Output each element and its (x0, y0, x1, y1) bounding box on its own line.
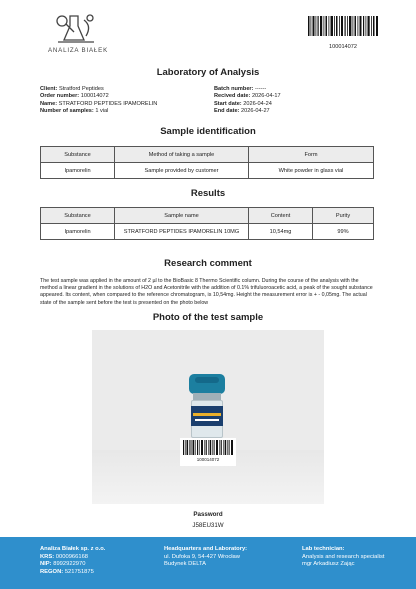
samples-value: 1 vial (95, 108, 109, 115)
photo-barcode-number: 100014072 (196, 457, 220, 462)
table-cell: Ipamorelin (41, 224, 115, 240)
table-cell: Sample provided by customer (115, 163, 249, 179)
column-header: Form (249, 147, 374, 163)
tech-title: Analysis and research specialist (302, 553, 385, 560)
nip-label: NIP: (40, 561, 52, 568)
footer (0, 537, 416, 589)
column-header: Substance (41, 147, 115, 163)
table-header-row (41, 208, 374, 224)
received-label: Recived date: (214, 93, 251, 100)
barcode-graphic (183, 440, 233, 455)
table-header-row (41, 147, 374, 163)
vial-cap-top (195, 377, 219, 383)
start-value: 2026-04-24 (243, 100, 272, 107)
order-barcode (308, 16, 378, 50)
samples-label: Number of samples: (40, 108, 94, 115)
brand-name: ANALIZA BIAŁEK (47, 47, 109, 54)
footer-headquarters (164, 546, 247, 569)
company-name: Analiza Białek sp. z o.o. (40, 546, 106, 552)
batch-value: ------ (255, 86, 267, 92)
column-header: Substance (41, 208, 115, 224)
photo-heading: Photo of the test sample (152, 312, 264, 323)
microscope-flask-icon (54, 12, 100, 46)
order-value: 100014072 (80, 93, 109, 100)
krs-label: KRS: (40, 553, 55, 560)
results-heading: Results (190, 188, 226, 199)
batch-label: Batch number: (214, 86, 254, 92)
vial-label-stripe (195, 419, 219, 421)
vial-label (191, 406, 223, 426)
column-header: Method of taking a sample (115, 147, 249, 163)
vial-label-stripe (193, 413, 221, 416)
client-value: Stratford Peptides (58, 86, 104, 92)
received-value: 2026-04-17 (251, 93, 281, 100)
client-label: Client: (40, 86, 58, 92)
table-cell: White powder in glass vial (249, 163, 374, 179)
nip-value: 8992922970 (53, 561, 86, 568)
regon-value: 521751875 (64, 568, 94, 575)
tech-label: Lab technician: (302, 546, 345, 552)
end-label: End date: (214, 108, 240, 115)
column-header: Sample name (115, 208, 249, 224)
company-logo (36, 12, 120, 56)
batch-info (214, 86, 281, 116)
regon-label: REGON: (40, 568, 64, 575)
table-row (41, 224, 374, 240)
research-comment-text: The test sample was applied in the amount of 2 µl to the BioBasic 8 Thermo Scientific column. During the course of the analysis with the method a linear gradient in the solutions of H2O and Acetonitrile with the addition of 0.1% trifuluoroacetic acid, a peak of the sought substance appeared. Its content, when compared to the reference chromatogram, is 10,54mg. Height the measurement error is + - 0,05mg. The actual state of the sample sent before the test is presented on the photo below (40, 278, 373, 306)
table-cell: Ipamorelin (41, 163, 115, 179)
hq-address: ul. Dufoka 9, 54-427 Wrocław (164, 553, 240, 560)
client-info (40, 86, 157, 116)
sample-identification-heading: Sample identification (160, 126, 256, 137)
document-title: Laboratory of Analysis (156, 67, 260, 78)
krs-value: 0000966168 (55, 553, 89, 560)
barcode-number: 100014072 (329, 44, 357, 50)
table-cell: STRATFORD PEPTIDES IPAMORELIN 10MG (115, 224, 249, 240)
footer-technician (302, 546, 384, 569)
sample-identification-table (40, 146, 374, 179)
photo-barcode-sticker (180, 438, 236, 466)
results-table (40, 207, 374, 240)
hq-label: Headquarters and Laboratory: (164, 546, 248, 552)
name-value: STRATFORD PEPTIDES IPAMORELIN (58, 100, 158, 107)
column-header: Purity (313, 208, 374, 224)
hq-building: Budynek DELTA (164, 561, 206, 568)
start-label: Start date: (214, 100, 242, 107)
password-value: J58EU31W (192, 522, 224, 529)
end-value: 2026-04-27 (241, 108, 270, 115)
table-row (41, 163, 374, 179)
research-comment-heading: Research comment (164, 258, 252, 269)
table-cell: 10,54mg (249, 224, 313, 240)
sample-photo (92, 330, 324, 504)
footer-company-info (40, 546, 105, 576)
table-cell: 99% (313, 224, 374, 240)
barcode-graphic (308, 16, 378, 36)
tech-name: mgr Arkadiusz Zając (302, 561, 355, 568)
name-label: Name: (40, 100, 58, 107)
order-label: Order number: (40, 93, 80, 100)
password-label: Password (193, 511, 223, 518)
column-header: Content (249, 208, 313, 224)
